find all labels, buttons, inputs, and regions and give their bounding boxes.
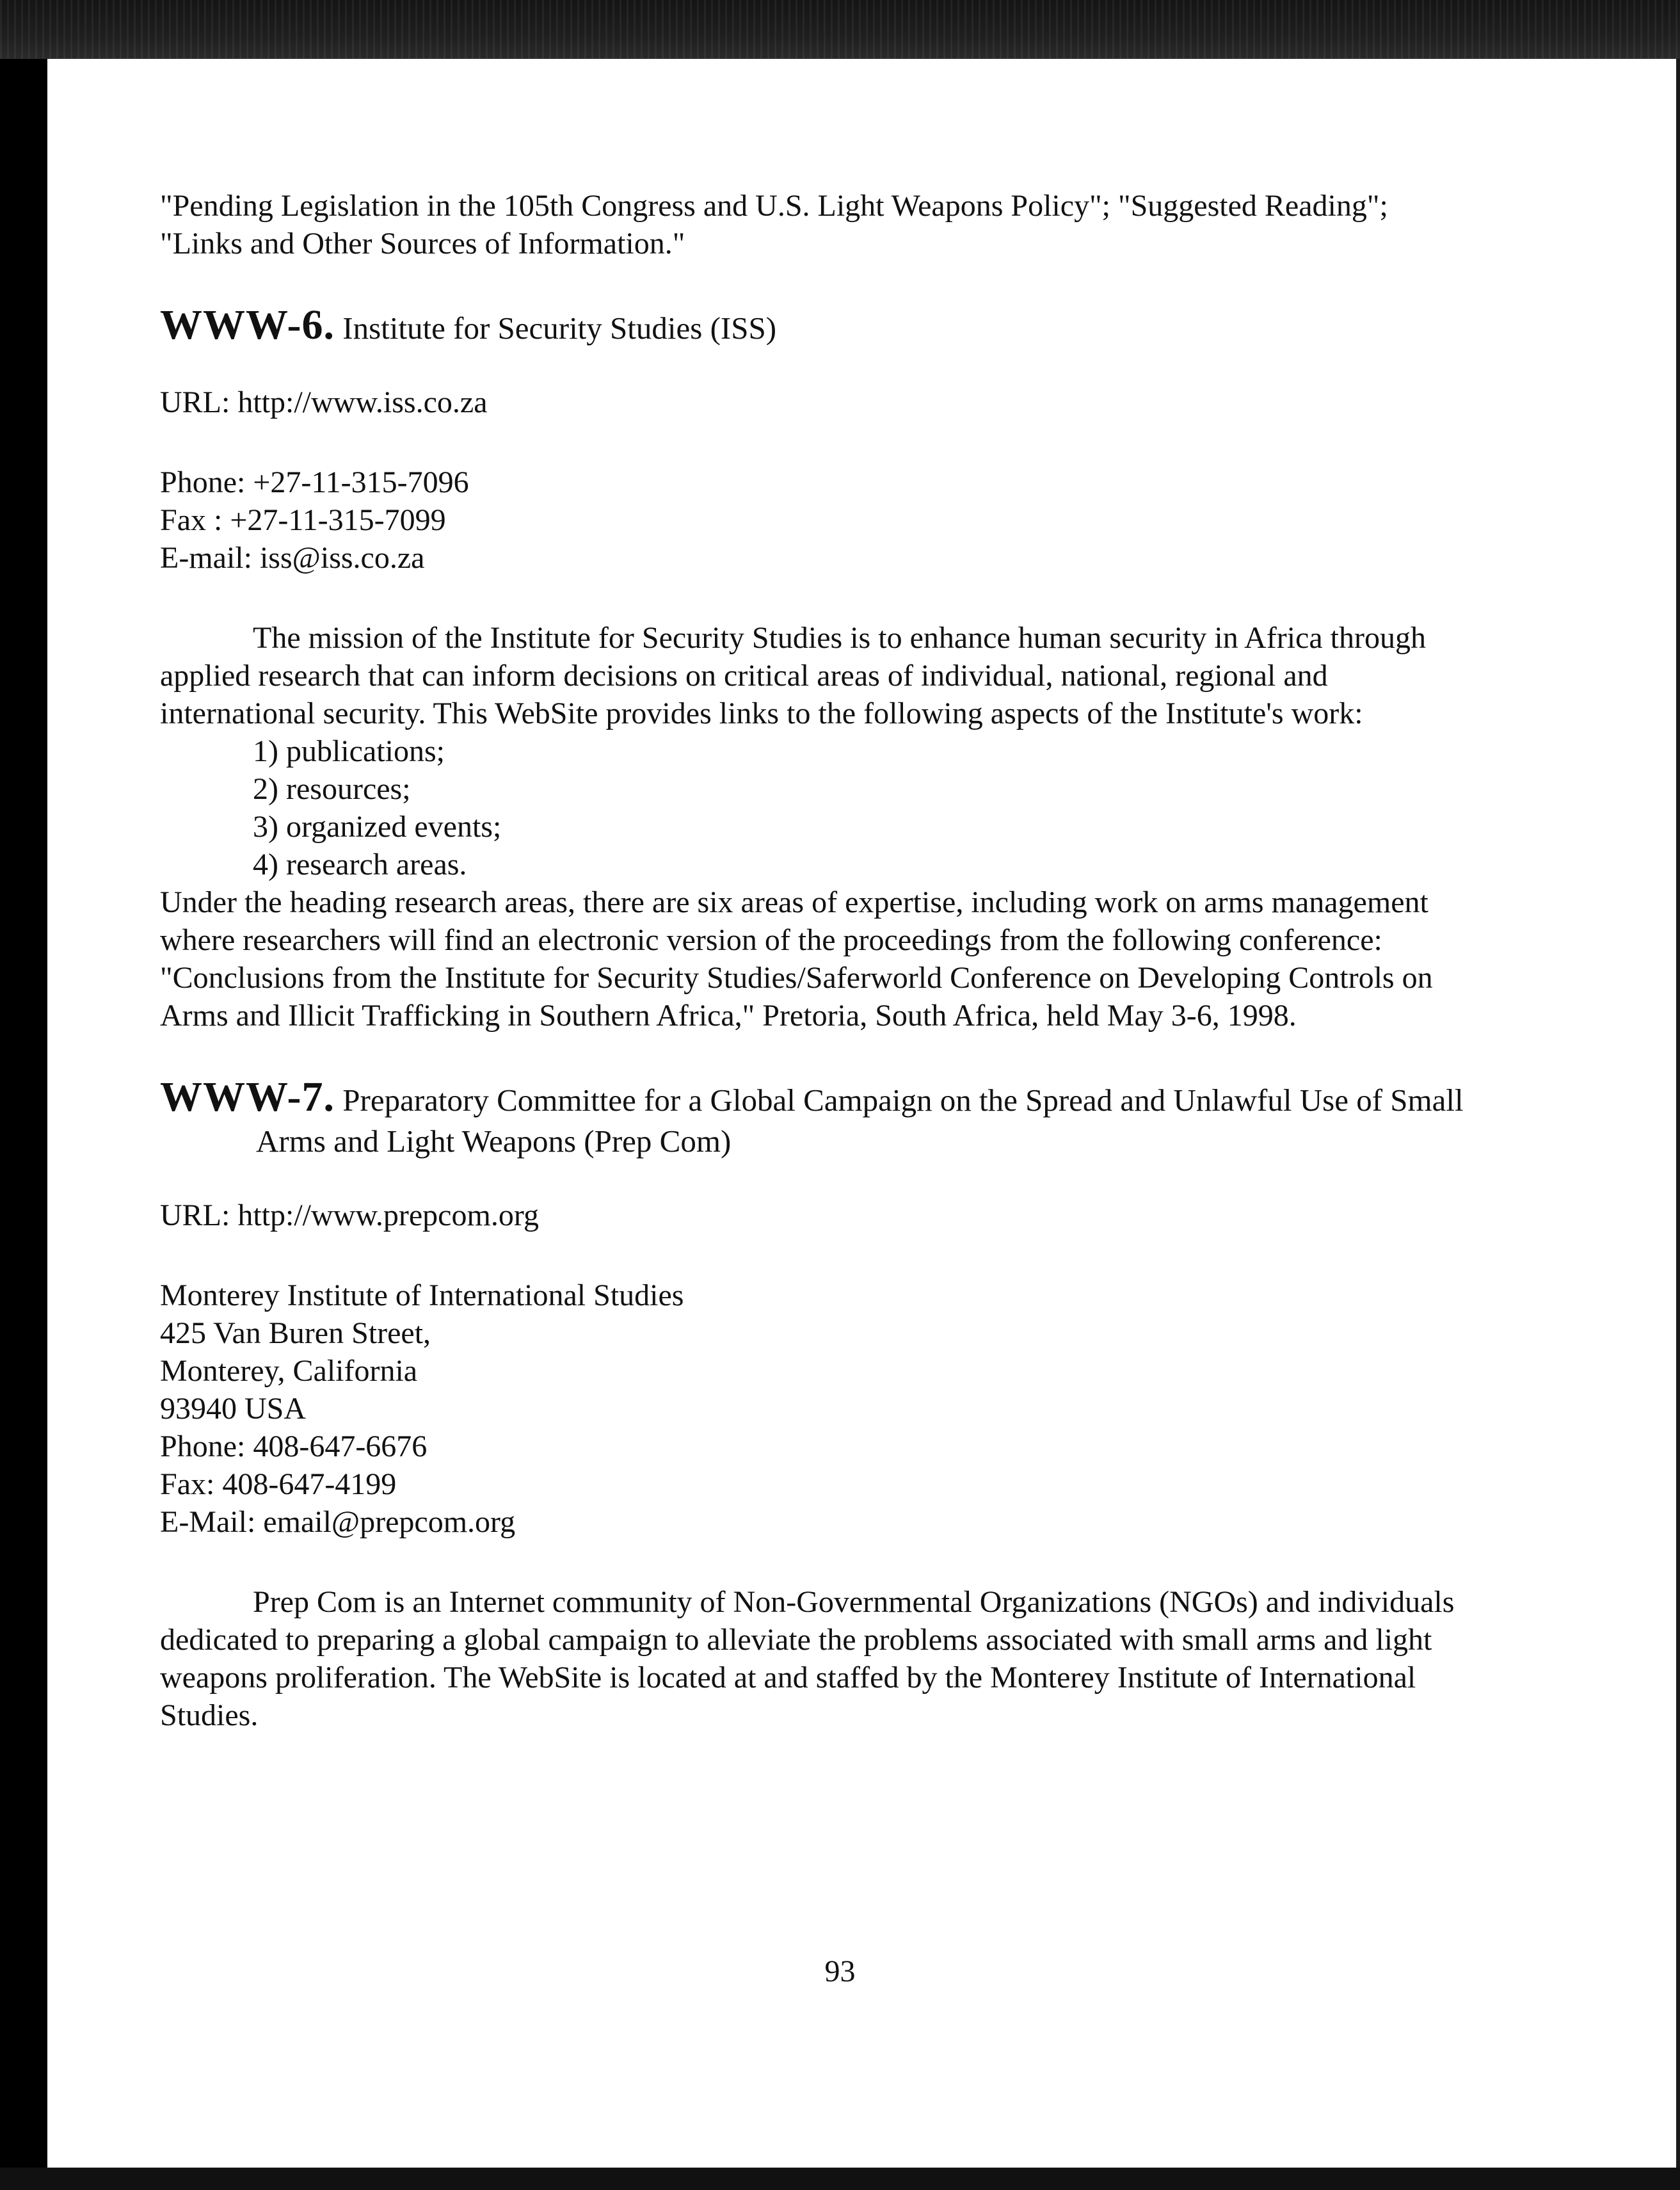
address-line: Monterey Institute of International Studies xyxy=(160,1278,684,1312)
contact-phone: Phone: 408-647-6676 xyxy=(160,1429,428,1463)
list-item: 2) resources; xyxy=(253,772,411,806)
address-block xyxy=(160,1276,1472,1541)
address-line: 93940 USA xyxy=(160,1392,307,1426)
list-item: 1) publications; xyxy=(253,734,445,768)
intro-continuation: "Pending Legislation in the 105th Congress and U.S. Light Weapons Policy"; "Suggested Reading"; "Links and Other Sources of Information." xyxy=(160,189,1388,261)
research-paragraph: Under the heading research areas, there are six areas of expertise, including work on arms management where researchers will find an electronic version of the proceedings from the following conference: "Conclusions from the Institute for Security Studies/Saferworld Conference on Developing Controls on Arms and Illicit Trafficking in Southern Africa," Pretoria, South Africa, held May 3-6, 1998. xyxy=(160,885,1433,1033)
scan-left-border xyxy=(0,59,47,2190)
scan-top-border xyxy=(0,0,1680,59)
address-line: Monterey, California xyxy=(160,1354,418,1388)
description-paragraph: Prep Com is an Internet community of Non-Governmental Organizations (NGOs) and individuals dedicated to preparing a global campaign to alleviate the problems associated with small arms and light weapons proliferation. The WebSite is located at and staffed by the Monterey Institute of International Studies. xyxy=(160,1585,1455,1732)
scan-bottom-border xyxy=(0,2168,1680,2190)
page-content xyxy=(160,187,1472,1734)
address-line: 425 Van Buren Street, xyxy=(160,1316,431,1350)
page-number: 93 xyxy=(824,1954,856,1988)
aspects-list xyxy=(160,732,1472,883)
contact-block xyxy=(160,463,1472,577)
contact-phone: Phone: +27-11-315-7096 xyxy=(160,465,469,499)
contact-fax: Fax : +27-11-315-7099 xyxy=(160,503,446,537)
mission-paragraph: The mission of the Institute for Security Studies is to enhance human security in Africa through applied research that can inform decisions on critical areas of individual, national, regional and international security. This WebSite provides links to the following aspects of the Institute's work: xyxy=(160,621,1426,730)
entry-url[interactable]: URL: http://www.iss.co.za xyxy=(160,385,488,419)
list-item: 3) organized events; xyxy=(253,810,502,844)
list-item: 4) research areas. xyxy=(253,848,467,882)
entry-title: Preparatory Committee for a Global Campaign on the Spread and Unlawful Use of Small Arms and Light Weapons (Prep Com) xyxy=(256,1083,1464,1159)
contact-email[interactable]: E-Mail: email@prepcom.org xyxy=(160,1505,516,1539)
contact-fax: Fax: 408-647-4199 xyxy=(160,1467,397,1501)
entry-heading-www7 xyxy=(160,1074,1472,1162)
entry-url[interactable]: URL: http://www.prepcom.org xyxy=(160,1198,539,1232)
scan-right-border xyxy=(1676,59,1680,2168)
entry-heading-www6 xyxy=(160,302,1472,349)
entry-id: WWW-7. xyxy=(160,1074,335,1120)
contact-email[interactable]: E-mail: iss@iss.co.za xyxy=(160,541,425,575)
entry-title: Institute for Security Studies (ISS) xyxy=(342,310,777,346)
entry-id: WWW-6. xyxy=(160,302,335,348)
